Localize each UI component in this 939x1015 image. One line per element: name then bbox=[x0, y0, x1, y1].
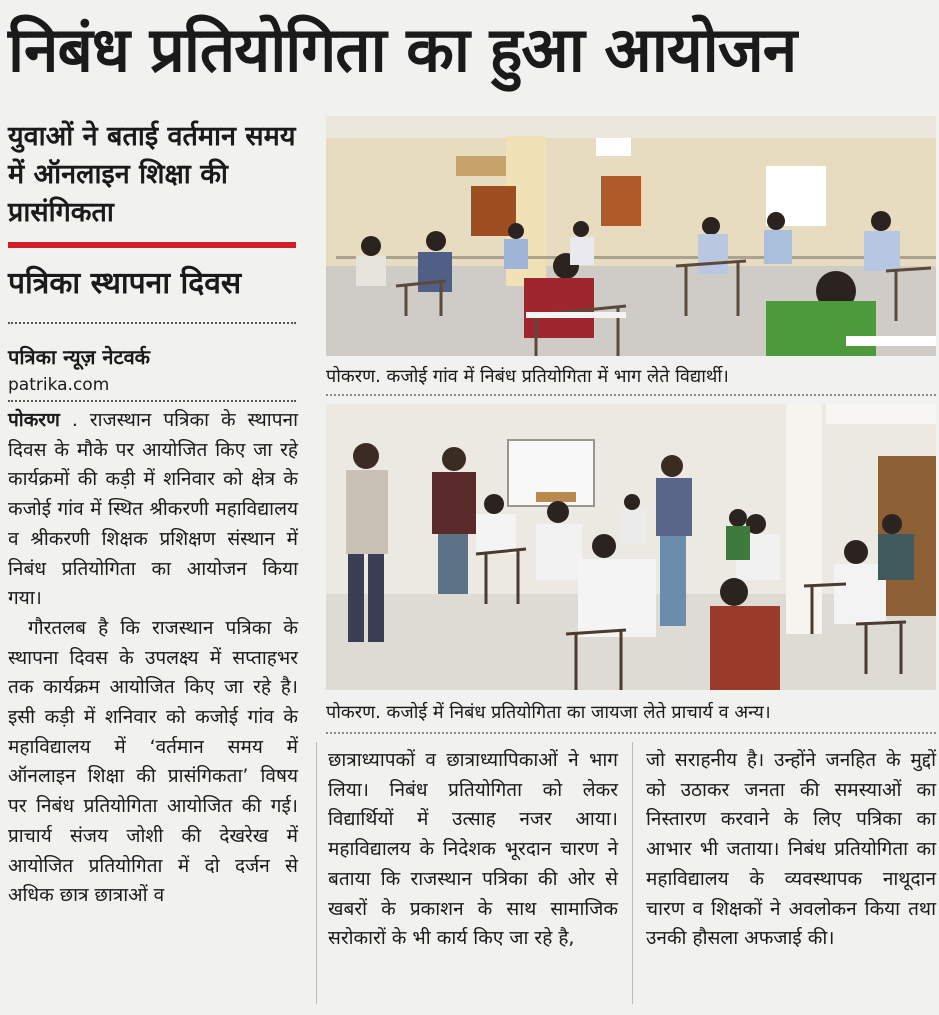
red-divider bbox=[8, 242, 296, 248]
photo-supervision bbox=[326, 404, 936, 690]
dotted-divider bbox=[8, 322, 296, 324]
headline: निबंध प्रतियोगिता का हुआ आयोजन bbox=[8, 13, 797, 86]
article-paragraph: गौरतलब है कि राजस्थान पत्रिका के स्थापना दिवस के उपलक्ष्य में सप्ताहभर तक कार्यक्रम आयोजित किए जा रहे है। इसी कड़ी में शनिवार को कजोई गांव के महाविद्यालय में ‘वर्तमान समय में ऑनलाइन शिक्षा की प्रासंगिकता’ विषय पर निबंध प्रतियोगिता आयोजित की गई। प्राचार्य संजय जोशी की देखरेख में आयोजित प्रतियोगिता में दो दर्जन से अधिक छात्र छात्राओं व bbox=[8, 616, 298, 907]
article-column-1 bbox=[8, 406, 298, 911]
photo-illustration bbox=[326, 116, 936, 356]
photo-caption: पोकरण. कजोई में निबंध प्रतियोगिता का जायजा लेते प्राचार्य व अन्य। bbox=[326, 702, 771, 723]
photo-illustration bbox=[326, 404, 936, 690]
column-rule bbox=[632, 742, 633, 1004]
dotted-divider bbox=[8, 400, 296, 402]
article-paragraph bbox=[8, 406, 298, 614]
dotted-divider bbox=[326, 394, 936, 396]
photo-caption: पोकरण. कजोई गांव में निबंध प्रतियोगिता में भाग लेते विद्यार्थी। bbox=[326, 366, 729, 387]
photo-students-writing bbox=[326, 116, 936, 356]
dateline: पोकरण bbox=[8, 409, 60, 431]
article-paragraph: छात्राध्यापकों व छात्राध्यापिकाओं ने भाग लिया। निबंध प्रतियोगिता को लेकर विद्यार्थियों में उत्साह नजर आया। महाविद्यालय के निदेशक भूरदान चारण ने बताया कि राजस्थान पत्रिका की ओर से खबरों के प्रकाशन के साथ सामाजिक सरोकारों के भी कार्य किए जा रहे है, bbox=[328, 749, 618, 950]
article-column-3 bbox=[646, 746, 936, 954]
subheadline: युवाओं ने बताई वर्तमान समय में ऑनलाइन शिक्षा की प्रासंगिकता bbox=[8, 121, 296, 228]
article-column-2 bbox=[328, 746, 618, 954]
tagline: पत्रिका स्थापना दिवस bbox=[8, 266, 242, 301]
byline-agency: पत्रिका न्यूज़ नेटवर्क bbox=[8, 345, 151, 369]
byline-site: patrika.com bbox=[8, 375, 110, 395]
column-rule bbox=[316, 742, 317, 1004]
article-paragraph: जो सराहनीय है। उन्होंने जनहित के मुद्दों को उठाकर जनता की समस्याओं का निस्तारण करवाने के लिए पत्रिका का आभार भी जताया। निबंध प्रतियोगिता का महाविद्यालय के व्यवस्थापक नाथूदान चारण व शिक्षकों ने अवलोकन किया तथा उनकी हौसला अफजाई की। bbox=[646, 749, 936, 950]
article-text: . राजस्थान पत्रिका के स्थापना दिवस के मौके पर आयोजित किए जा रहे कार्यक्रमों की कड़ी में शनिवार को क्षेत्र के कजोई गांव में स्थित श्रीकरणी महाविद्यालय व श्रीकरणी शिक्षक प्रशिक्षण संस्थान में निबंध प्रतियोगिता का आयोजन किया गया। bbox=[8, 409, 298, 610]
dotted-divider bbox=[326, 732, 936, 734]
